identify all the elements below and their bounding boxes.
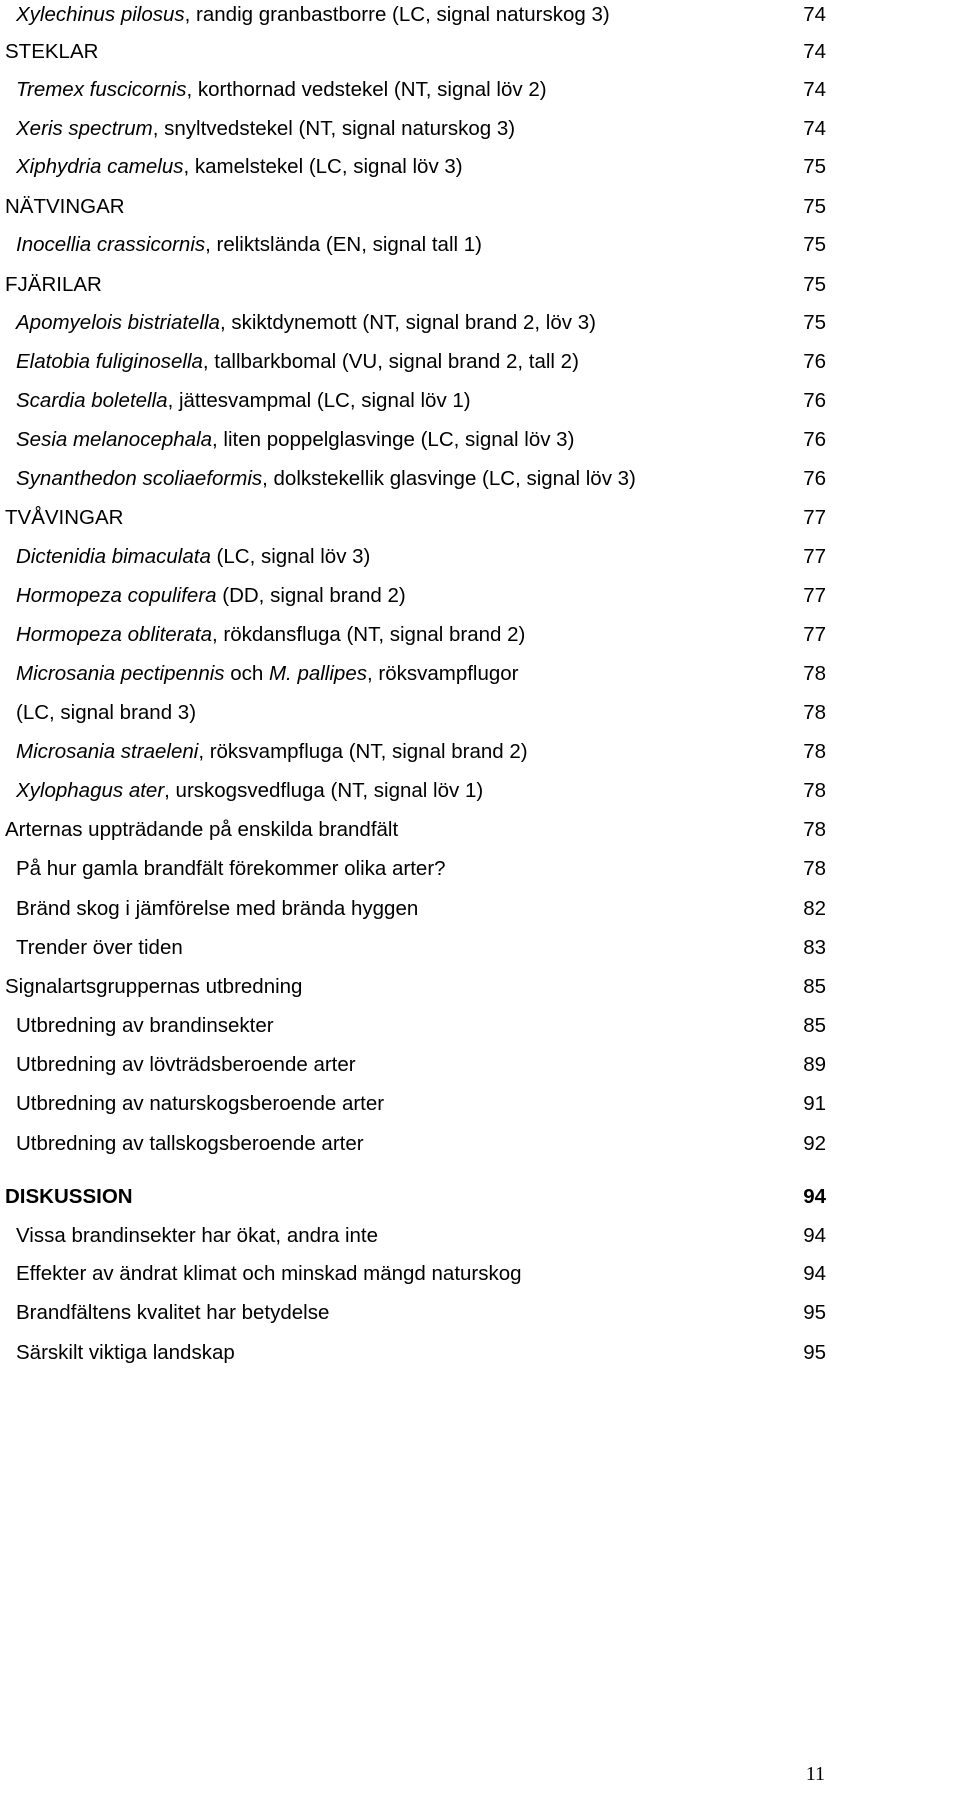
toc-entry-title-part: NÄTVINGAR	[5, 195, 125, 218]
toc-entry-page: 78	[803, 662, 826, 685]
toc-entry-page: 77	[803, 545, 826, 568]
toc-entry-title	[16, 540, 370, 574]
toc-entry-title-part: Microsania pectipennis	[16, 662, 225, 685]
toc-entry-page: 85	[803, 975, 826, 998]
toc-entry-title	[16, 1296, 329, 1330]
toc-entry-title-part: Hormopeza obliterata	[16, 623, 212, 646]
toc-entry[interactable]	[0, 190, 960, 224]
toc-entry-title-part: , liten poppelglasvinge (LC, signal löv 3)	[212, 428, 575, 451]
toc-entry-page: 95	[803, 1301, 826, 1324]
toc-entry-title-part: (DD, signal brand 2)	[216, 584, 406, 607]
toc-entry[interactable]	[0, 540, 960, 574]
toc-entry-title-part: , jättesvampmal (LC, signal löv 1)	[167, 389, 471, 412]
toc-entry-title-part: , rökdansfluga (NT, signal brand 2)	[212, 623, 526, 646]
toc-entry-page: 78	[803, 857, 826, 880]
toc-entry-title-part: Inocellia crassicornis	[16, 233, 206, 256]
toc-entry-page: 78	[803, 779, 826, 802]
toc-entry-title	[16, 384, 471, 418]
toc-entry-title	[16, 774, 483, 808]
toc-entry-title-part: (LC, signal löv 3)	[210, 545, 371, 568]
toc-entry-title-part: Microsania straeleni	[16, 740, 199, 763]
toc-entry-title-part: , röksvampfluga (NT, signal brand 2)	[198, 740, 528, 763]
toc-entry-page: 75	[803, 233, 826, 256]
toc-entry-title	[5, 268, 102, 302]
toc-entry-title-part: FJÄRILAR	[5, 273, 102, 296]
toc-entry-title	[16, 852, 446, 886]
toc-entry[interactable]	[0, 1009, 960, 1043]
toc-entry-title	[16, 696, 196, 730]
toc-entry-page: 91	[803, 1092, 826, 1115]
toc-entry-title-part: Vissa brandinsekter har ökat, andra inte	[16, 1224, 379, 1247]
toc-entry-page: 89	[803, 1053, 826, 1076]
toc-entry-title	[16, 112, 515, 146]
toc-entry[interactable]	[0, 579, 960, 613]
toc-entry-page: 75	[803, 273, 826, 296]
toc-entry-title-part: Bränd skog i jämförelse med brända hyggen	[16, 897, 419, 920]
toc-entry-title	[16, 735, 528, 769]
toc-entry-page: 76	[803, 350, 826, 373]
toc-entry[interactable]	[0, 618, 960, 652]
toc-entry-title	[5, 35, 98, 69]
toc-entry[interactable]	[0, 931, 960, 965]
toc-entry-page: 85	[803, 1014, 826, 1037]
toc-entry-page: 77	[803, 623, 826, 646]
toc-entry-page: 78	[803, 740, 826, 763]
toc-entry[interactable]	[0, 696, 960, 730]
toc-entry-title	[16, 1219, 378, 1253]
toc-entry-title	[5, 501, 123, 535]
toc-entry[interactable]	[0, 384, 960, 418]
toc-entry-page: 75	[803, 195, 826, 218]
toc-entry[interactable]	[0, 306, 960, 340]
toc-entry-title-part: , urskogsvedfluga (NT, signal löv 1)	[164, 779, 484, 802]
toc-entry-title-part: TVÅVINGAR	[5, 506, 124, 529]
toc-entry-page: 75	[803, 155, 826, 178]
toc-entry[interactable]	[0, 501, 960, 535]
toc-entry-page: 77	[803, 506, 826, 529]
toc-entry-title-part: , reliktslända (EN, signal tall 1)	[205, 233, 482, 256]
toc-entry-title-part: Xeris spectrum	[16, 117, 153, 140]
toc-entry-title-part: Utbredning av lövträdsberoende arter	[16, 1053, 356, 1076]
toc-entry[interactable]	[0, 150, 960, 184]
toc-entry-page: 83	[803, 936, 826, 959]
toc-entry-title-part: , röksvampflugor	[366, 662, 519, 685]
toc-entry-title-part: M. pallipes	[268, 662, 367, 685]
toc-entry[interactable]	[0, 268, 960, 302]
toc-entry-title-part: Trender över tiden	[16, 936, 183, 959]
toc-entry[interactable]	[0, 0, 960, 32]
toc-entry-title	[16, 1127, 364, 1161]
toc-entry-title-part: STEKLAR	[5, 40, 99, 63]
toc-entry-title-part: Brandfältens kvalitet har betydelse	[16, 1301, 330, 1324]
toc-entry[interactable]	[0, 228, 960, 262]
toc-entry-title-part: Hormopeza copulifera	[16, 584, 217, 607]
toc-entry-title-part: , snyltvedstekel (NT, signal naturskog 3)	[152, 117, 516, 140]
toc-entry-title	[16, 1087, 384, 1121]
toc-entry-title	[16, 892, 418, 926]
toc-entry[interactable]	[0, 345, 960, 379]
toc-entry[interactable]	[0, 1180, 960, 1214]
toc-entry-title-part: , kamelstekel (LC, signal löv 3)	[183, 155, 463, 178]
toc-entry-title-part: (LC, signal brand 3)	[16, 701, 197, 724]
toc-entry-title	[16, 618, 525, 652]
toc-entry[interactable]	[0, 892, 960, 926]
toc-entry-title	[16, 1257, 522, 1291]
toc-entry-title	[16, 228, 482, 262]
toc-entry-page: 74	[803, 3, 826, 26]
toc-entry-title-part: Xylophagus ater	[16, 779, 165, 802]
toc-entry-title-part: Utbredning av tallskogsberoende arter	[16, 1132, 364, 1155]
toc-entry-page: 92	[803, 1132, 826, 1155]
toc-entry[interactable]	[0, 735, 960, 769]
toc-entry[interactable]	[0, 1127, 960, 1161]
toc-entry-page: 74	[803, 78, 826, 101]
toc-entry[interactable]	[0, 970, 960, 1004]
toc-entry-page: 82	[803, 897, 826, 920]
toc-entry[interactable]	[0, 1257, 960, 1291]
toc-entry[interactable]	[0, 1336, 960, 1370]
toc-entry-page: 94	[803, 1262, 826, 1285]
toc-entry-title-part: Effekter av ändrat klimat och minskad mängd naturskog	[16, 1262, 522, 1285]
toc-entry-page: 76	[803, 389, 826, 412]
toc-entry-page: 78	[803, 818, 826, 841]
toc-entry-title-part: Utbredning av naturskogsberoende arter	[16, 1092, 385, 1115]
toc-entry[interactable]	[0, 73, 960, 107]
toc-entry-title-part: Apomyelois bistriatella	[16, 311, 220, 334]
toc-entry[interactable]	[0, 1048, 960, 1082]
toc-entry[interactable]	[0, 35, 960, 69]
toc-entry-title-part: Synanthedon scoliaeformis	[16, 467, 263, 490]
toc-entry-page: 74	[803, 117, 826, 140]
toc-entry-title-part: , randig granbastborre (LC, signal naturskog 3)	[184, 3, 610, 26]
toc-entry-title-part: , dolkstekellik glasvinge (LC, signal löv 3)	[262, 467, 636, 490]
toc-entry-page: 76	[803, 428, 826, 451]
toc-entry-title	[5, 190, 125, 224]
toc-entry[interactable]	[0, 1087, 960, 1121]
toc-entry-title-part: Dictenidia bimaculata	[16, 545, 211, 568]
toc-entry-title-part: Sesia melanocephala	[16, 428, 213, 451]
toc-entry-title	[16, 931, 183, 965]
toc-entry-title-part: På hur gamla brandfält förekommer olika arter?	[16, 857, 446, 880]
toc-entry-page: 77	[803, 584, 826, 607]
toc-entry-title-part: Elatobia fuliginosella	[16, 350, 203, 373]
toc-entry-title	[16, 1048, 356, 1082]
page-number: 11	[805, 1763, 825, 1785]
toc-entry-title-part: Arternas uppträdande på enskilda brandfält	[5, 818, 399, 841]
toc-entry[interactable]	[0, 112, 960, 146]
toc-entry-title	[16, 345, 579, 379]
toc-entry-title	[16, 579, 406, 613]
toc-entry-title	[16, 462, 636, 496]
toc-entry-title	[16, 306, 596, 340]
toc-entry-title-part: Xylechinus pilosus	[16, 3, 185, 26]
toc-entry-title	[16, 1009, 274, 1043]
toc-entry-title	[5, 813, 398, 847]
toc-entry-title-part: Scardia boletella	[16, 389, 168, 412]
toc-entry-title-part: , korthornad vedstekel (NT, signal löv 2)	[186, 78, 547, 101]
toc-entry[interactable]	[0, 657, 960, 691]
toc-entry-page: 76	[803, 467, 826, 490]
toc-entry-title	[16, 423, 574, 457]
toc-entry-title-part: Tremex fuscicornis	[16, 78, 187, 101]
toc-entry-title-part: Signalartsgruppernas utbredning	[5, 975, 303, 998]
toc-entry-title	[5, 970, 302, 1004]
toc-entry[interactable]	[0, 852, 960, 886]
toc-entry-title	[16, 657, 519, 691]
toc-entry-title-part: , tallbarkbomal (VU, signal brand 2, tall 2)	[202, 350, 579, 373]
toc-entry-title-part: , skiktdynemott (NT, signal brand 2, löv 3)	[219, 311, 596, 334]
toc-entry[interactable]	[0, 774, 960, 808]
toc-entry-title-part: Utbredning av brandinsekter	[16, 1014, 274, 1037]
toc-entry[interactable]	[0, 1296, 960, 1330]
toc-entry-title-part: Särskilt viktiga landskap	[16, 1341, 235, 1364]
toc-entry[interactable]	[0, 462, 960, 496]
toc-entry[interactable]	[0, 423, 960, 457]
toc-entry-title	[16, 73, 547, 107]
toc-entry-title-part: DISKUSSION	[5, 1185, 133, 1208]
toc-entry-page: 94	[803, 1185, 826, 1208]
toc-entry-title	[16, 1336, 235, 1370]
toc-entry-page: 74	[803, 40, 826, 63]
toc-entry-title-part: Xiphydria camelus	[16, 155, 184, 178]
toc-entry[interactable]	[0, 1219, 960, 1253]
toc-entry-page: 95	[803, 1341, 826, 1364]
toc-entry-title	[16, 0, 610, 32]
toc-entry-title-part: och	[224, 662, 269, 685]
toc-entry-page: 94	[803, 1224, 826, 1247]
toc-entry-title	[5, 1180, 133, 1214]
toc-entry-page: 75	[803, 311, 826, 334]
toc-entry-title	[16, 150, 463, 184]
toc-entry[interactable]	[0, 813, 960, 847]
toc-entry-page: 78	[803, 701, 826, 724]
